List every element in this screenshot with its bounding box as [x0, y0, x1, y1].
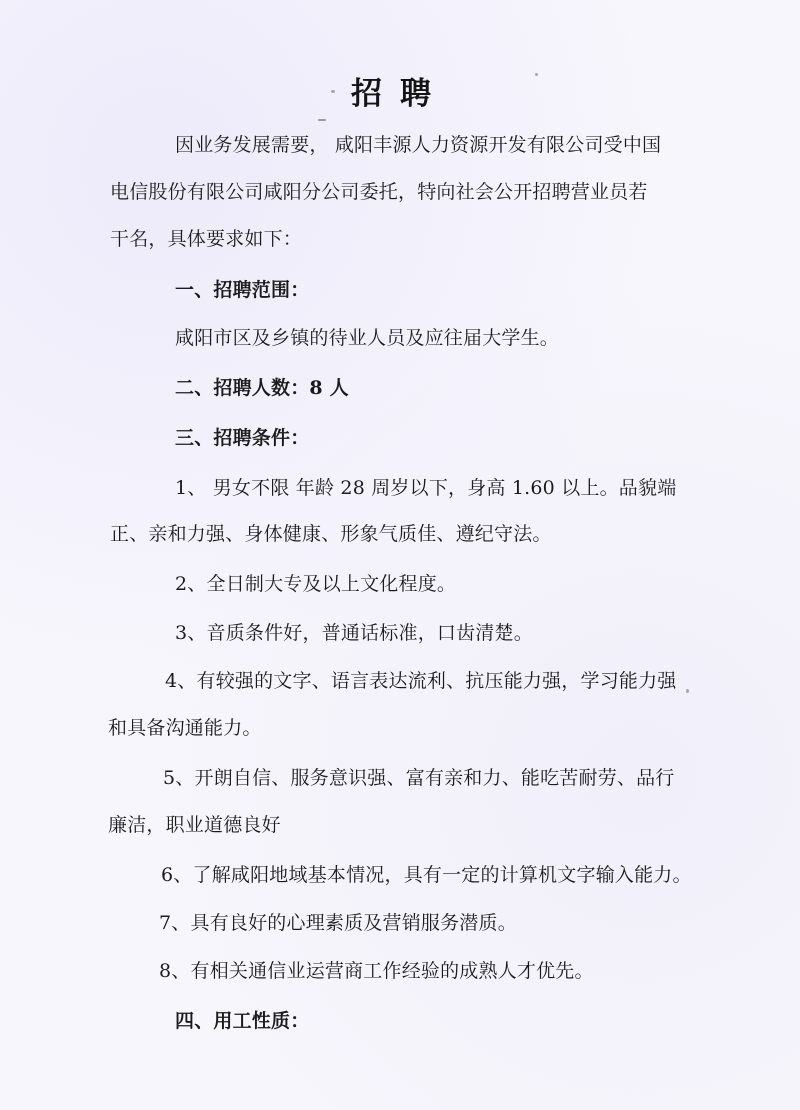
condition-5-line-1: 5、开朗自信、服务意识强、富有亲和力、能吃苦耐劳、品行 — [163, 767, 675, 789]
condition-7: 7、具有良好的心理素质及营销服务潜质。 — [159, 912, 517, 934]
intro-line-3: 干名，具体要求如下： — [110, 228, 303, 250]
intro-line-2: 电信股份有限公司咸阳分公司委托，特向社会公开招聘营业员若 — [110, 181, 648, 203]
scan-speck — [318, 119, 326, 121]
condition-1-line-2: 正、亲和力强、身体健康、形象气质佳、遵纪守法。 — [110, 523, 552, 545]
condition-5-line-2: 廉洁，职业道德良好 — [108, 814, 281, 836]
intro-line-1: 因业务发展需要， 咸阳丰源人力资源开发有限公司受中国 — [175, 134, 662, 156]
condition-4-line-2: 和具备沟通能力。 — [108, 717, 262, 739]
section-4-heading: 四、用工性质： — [175, 1010, 310, 1032]
condition-4-line-1: 4、有较强的文字、语言表达流利、抗压能力强，学习能力强 — [165, 670, 677, 692]
condition-8: 8、有相关通信业运营商工作经验的成熟人才优先。 — [159, 960, 594, 982]
section-3-heading: 三、招聘条件： — [175, 427, 310, 449]
section-1-text: 咸阳市区及乡镇的待业人员及应往届大学生。 — [175, 327, 560, 349]
condition-1-line-1: 1、 男女不限 年龄 28 周岁以下，身高 1.60 以上。品貌端 — [175, 477, 677, 499]
section-2-heading: 二、招聘人数：8 人 — [175, 377, 349, 399]
condition-6: 6、了解咸阳地域基本情况，具有一定的计算机文字输入能力。 — [161, 864, 692, 886]
document-title: 招聘 — [351, 76, 449, 112]
scan-speck — [686, 689, 689, 693]
section-1-heading: 一、招聘范围： — [175, 279, 310, 301]
condition-3: 3、音质条件好，普通话标准，口齿清楚。 — [175, 622, 533, 644]
condition-2: 2、全日制大专及以上文化程度。 — [175, 573, 457, 595]
